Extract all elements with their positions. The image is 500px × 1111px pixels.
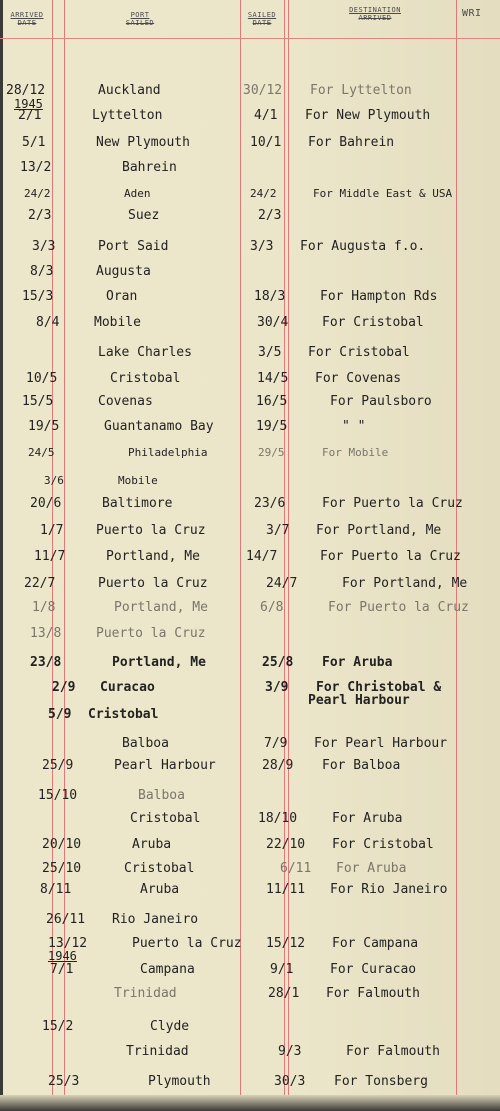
destination: For Hampton Rds	[320, 289, 438, 304]
destination: For Balboa	[322, 758, 401, 773]
sailed-date: 9/1	[270, 962, 294, 977]
destination: For Curacao	[330, 962, 417, 977]
destination: For Portland, Me	[316, 523, 442, 538]
port-name: Portland, Me	[112, 655, 206, 670]
header-arrived	[4, 11, 50, 27]
arrived-date: 5/1	[22, 135, 46, 150]
port-name: Suez	[128, 208, 160, 223]
arrived-date: 20/10	[42, 837, 82, 852]
sailed-date: 28/1	[268, 986, 300, 1001]
header-arrived-sub: DATE	[17, 19, 37, 27]
sailed-date: 19/5	[256, 419, 288, 434]
arrived-date: 15/3	[22, 289, 54, 304]
destination: For Bahrein	[308, 135, 395, 150]
header-sailed-label: SAILED	[247, 11, 277, 19]
sailed-date: 4/1	[254, 108, 278, 123]
port-name: Augusta	[96, 264, 151, 279]
arrived-date: 28/12	[6, 83, 46, 98]
destination: For Rio Janeiro	[330, 882, 448, 897]
header-destination-sub: ARRIVED	[358, 14, 392, 22]
destination: For Cristobal	[308, 345, 410, 360]
port-name: Lyttelton	[92, 108, 163, 123]
port-name: Plymouth	[148, 1074, 211, 1089]
destination: For Christobal &	[316, 680, 442, 695]
arrived-date: 15/5	[22, 394, 54, 409]
port-name: Trinidad	[114, 986, 177, 1001]
destination: For Cristobal	[332, 837, 434, 852]
destination: For Puerto la Cruz	[328, 600, 469, 615]
header-sailed	[242, 11, 282, 27]
arrived-date: 13/8	[30, 626, 62, 641]
sailed-date: 6/8	[260, 600, 284, 615]
port-name: Oran	[106, 289, 138, 304]
destination: For Puerto la Cruz	[322, 496, 463, 511]
sailed-date: 24/2	[250, 187, 277, 200]
sailed-date: 11/11	[266, 882, 306, 897]
port-name: Covenas	[98, 394, 153, 409]
port-name: Portland, Me	[106, 549, 200, 564]
destination: For Mobile	[322, 446, 389, 459]
destination: For Lyttelton	[310, 83, 412, 98]
port-name: Balboa	[122, 736, 169, 751]
port-name: Rio Janeiro	[112, 912, 199, 927]
arrived-date: 8/11	[40, 882, 72, 897]
port-name: Mobile	[94, 315, 141, 330]
arrived-date: 25/10	[42, 861, 82, 876]
port-name: Lake Charles	[98, 345, 192, 360]
arrived-date: 20/6	[30, 496, 62, 511]
header-port-label: PORT	[130, 11, 150, 19]
port-name: Puerto la Cruz	[96, 626, 206, 641]
header-port-sub: SAILED	[125, 19, 155, 27]
destination: For Pearl Harbour	[314, 736, 448, 751]
arrived-date: 22/7	[24, 576, 56, 591]
port-name: Puerto la Cruz	[132, 936, 242, 951]
sailed-date: 22/10	[266, 837, 306, 852]
port-name: Clyde	[150, 1019, 190, 1034]
port-name: New Plymouth	[96, 135, 190, 150]
arrived-date: 19/5	[28, 419, 60, 434]
port-name: Cristobal	[130, 811, 201, 826]
arrived-date: 11/7	[34, 549, 66, 564]
header-sailed-sub: DATE	[252, 19, 272, 27]
destination: For Aruba	[332, 811, 403, 826]
destination: For Aruba	[336, 861, 407, 876]
port-name: Portland, Me	[114, 600, 208, 615]
arrived-date: 7/1	[50, 962, 74, 977]
sailed-date: 23/6	[254, 496, 286, 511]
sailed-date: 9/3	[278, 1044, 302, 1059]
destination: " "	[342, 419, 366, 434]
arrived-date: 8/3	[30, 264, 54, 279]
sailed-date: 14/7	[246, 549, 278, 564]
arrived-date: 2/9	[52, 680, 76, 695]
header-port	[110, 11, 170, 27]
arrived-date: 13/2	[20, 160, 52, 175]
sailed-date: 18/10	[258, 811, 298, 826]
port-name: Cristobal	[110, 371, 181, 386]
header-arrived-label: ARRIVED	[10, 11, 44, 19]
destination: For Falmouth	[326, 986, 420, 1001]
sailed-date: 3/5	[258, 345, 282, 360]
arrived-date: 1/7	[40, 523, 64, 538]
destination: For Cristobal	[322, 315, 424, 330]
arrived-date: 2/3	[28, 208, 52, 223]
destination: For Covenas	[315, 371, 402, 386]
arrived-date: 5/9	[48, 707, 72, 722]
sailed-date: 30/4	[257, 315, 289, 330]
sailed-date: 30/3	[274, 1074, 306, 1089]
destination: For Campana	[332, 936, 419, 951]
year-marker: 1945	[14, 97, 43, 111]
arrived-date: 10/5	[26, 371, 58, 386]
header-destination-label: DESTINATION	[349, 6, 401, 14]
sailed-date: 28/9	[262, 758, 294, 773]
port-name: Auckland	[98, 83, 161, 98]
port-name: Aden	[124, 187, 151, 200]
port-name: Cristobal	[124, 861, 195, 876]
sailed-date: 29/5	[258, 446, 285, 459]
port-name: Bahrein	[122, 160, 177, 175]
destination: For Aruba	[322, 655, 393, 670]
port-name: Aruba	[132, 837, 172, 852]
page-left-edge	[0, 0, 3, 1111]
destination: For Portland, Me	[342, 576, 468, 591]
sailed-date: 15/12	[266, 936, 306, 951]
port-name: Trinidad	[126, 1044, 189, 1059]
sailed-date: 3/9	[265, 680, 289, 695]
port-name: Port Said	[98, 239, 169, 254]
arrived-date: 26/11	[46, 912, 86, 927]
port-name: Puerto la Cruz	[96, 523, 206, 538]
port-name: Cristobal	[88, 707, 159, 722]
arrived-date: 25/3	[48, 1074, 80, 1089]
port-name: Puerto la Cruz	[98, 576, 208, 591]
port-name: Campana	[140, 962, 195, 977]
port-name: Baltimore	[102, 496, 173, 511]
sailed-date: 24/7	[266, 576, 298, 591]
sailed-date: 16/5	[256, 394, 288, 409]
sailed-date: 30/12	[243, 83, 283, 98]
port-name: Curacao	[100, 680, 155, 695]
destination: For Puerto la Cruz	[320, 549, 461, 564]
sailed-date: 3/3	[250, 239, 274, 254]
page-bottom-edge	[0, 1095, 500, 1111]
port-name: Guantanamo Bay	[104, 419, 214, 434]
header-extra: WRI	[462, 8, 482, 19]
destination: For Middle East & USA	[313, 187, 453, 200]
header-destination	[330, 6, 420, 22]
arrived-date: 3/3	[32, 239, 56, 254]
port-name: Philadelphia	[128, 446, 208, 459]
port-name: Balboa	[138, 788, 185, 803]
arrived-date: 15/10	[38, 788, 78, 803]
destination: For Paulsboro	[330, 394, 432, 409]
arrived-date: 15/2	[42, 1019, 74, 1034]
arrived-date: 13/12	[48, 936, 88, 951]
sailed-date: 10/1	[250, 135, 282, 150]
destination: For Falmouth	[346, 1044, 440, 1059]
sailed-date: 14/5	[257, 371, 289, 386]
sailed-date: 25/8	[262, 655, 294, 670]
sailed-date: 6/11	[280, 861, 312, 876]
port-name: Mobile	[118, 474, 158, 487]
arrived-date: 24/2	[24, 187, 51, 200]
arrived-date: 25/9	[42, 758, 74, 773]
arrived-date: 2/1	[18, 108, 42, 123]
arrived-date: 1/8	[32, 600, 56, 615]
arrived-date: 24/5	[28, 446, 55, 459]
arrived-date: 23/8	[30, 655, 62, 670]
destination: For New Plymouth	[305, 108, 431, 123]
year-marker: 1946	[48, 949, 77, 963]
sailed-date: 7/9	[264, 736, 288, 751]
destination: For Augusta f.o.	[300, 239, 426, 254]
arrived-date: 8/4	[36, 315, 60, 330]
sailed-date: 2/3	[258, 208, 282, 223]
sailed-date: 18/3	[254, 289, 286, 304]
port-name: Pearl Harbour	[114, 758, 216, 773]
header-rule	[0, 38, 500, 39]
destination: For Tonsberg	[334, 1074, 428, 1089]
sailed-date: 3/7	[266, 523, 290, 538]
arrived-date: 3/6	[44, 474, 64, 487]
destination: Pearl Harbour	[308, 693, 410, 708]
port-name: Aruba	[140, 882, 180, 897]
